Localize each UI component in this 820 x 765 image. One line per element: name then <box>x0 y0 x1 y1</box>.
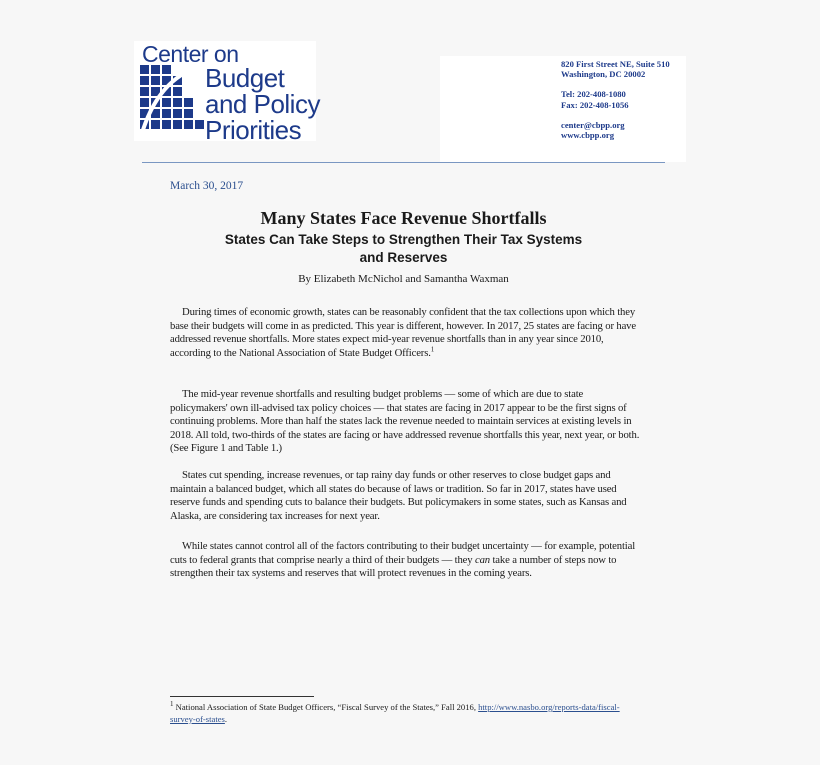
footnote-text: National Association of State Budget Officers, “Fiscal Survey of the States,” Fall 2016, <box>173 702 479 712</box>
paragraph-2: The mid-year revenue shortfalls and resulting budget problems — some of which are due to state policymakers' own ill-advised tax policy choices — that states are facing in 2017 appear to be the first signs of continuing problems. More than half the states lack the revenue needed to maintain services at existing levels in 2018. All told, two-thirds of the states are facing or have addressed revenue shortfalls this year, next year, or both. (See Figure 1 and Table 1.) <box>170 388 640 454</box>
header-divider <box>142 162 665 163</box>
subtitle-line-2: and Reserves <box>359 250 448 265</box>
website-link[interactable]: www.cbpp.org <box>561 130 615 141</box>
email-link[interactable]: center@cbpp.org <box>561 119 625 130</box>
logo-line-4: Priorities <box>205 115 302 145</box>
telephone: Tel: 202-408-1080 <box>561 89 626 100</box>
logo-grid-icon <box>140 65 206 137</box>
footnote-ref[interactable]: 1 <box>430 344 435 353</box>
paragraph-4-emphasis: can <box>474 553 490 566</box>
logo-line-3: and Policy <box>205 89 320 119</box>
footnote-end: . <box>224 713 228 724</box>
footnote <box>170 702 640 725</box>
footnote-divider <box>170 696 314 697</box>
logo-line-2: Budget <box>205 63 285 93</box>
paragraph-1 <box>170 306 640 360</box>
document-title: Many States Face Revenue Shortfalls <box>260 208 547 228</box>
byline: By Elizabeth McNichol and Samantha Waxman <box>298 273 509 285</box>
fax: Fax: 202-408-1056 <box>561 99 629 110</box>
paragraph-4-text-a: While states cannot control all of the factors contributing to their budget uncertainty — for example, potential cuts to federal grants that comprise nearly a third of their budgets — they <box>170 540 636 566</box>
document-date: March 30, 2017 <box>170 180 244 192</box>
paragraph-4-text-b: take a number of steps now to strengthen their tax systems and reserves that will protect revenues in the coming years. <box>170 553 617 579</box>
logo-line-1: Center on <box>142 41 239 67</box>
document-subtitle <box>170 231 637 267</box>
contact-block <box>440 56 686 162</box>
subtitle-line-1: States Can Take Steps to Strengthen Their Tax Systems <box>224 232 583 247</box>
address-line-2: Washington, DC 20002 <box>561 69 646 80</box>
footnote-link[interactable]: http://www.nasbo.org/reports-data/fiscal-survey-of-states <box>170 702 620 724</box>
paragraph-1-text: During times of economic growth, states can be reasonably confident that the tax collections upon which they base their budgets will come in as predicted. This year is different, however. In 2017, 25 states are facing or have addressed revenue shortfalls. More states expect mid-year revenue shortfalls than in any year since 2010, according to the National Association of State Budget Officers. <box>170 306 636 359</box>
footnote-number: 1 <box>170 700 174 709</box>
paragraph-4 <box>170 540 640 581</box>
paragraph-3: States cut spending, increase revenues, or tap rainy day funds or other reserves to close budget gaps and maintain a balanced budget, which all states do because of laws or tradition. So far in 2017, states have used reserve funds and spending cuts to balance their budgets. But policymakers in some states, such as Kansas and Alaska, are considering tax increases for next year. <box>170 469 627 522</box>
cbpp-logo <box>134 41 320 145</box>
address-line-1: 820 First Street NE, Suite 510 <box>561 59 670 69</box>
